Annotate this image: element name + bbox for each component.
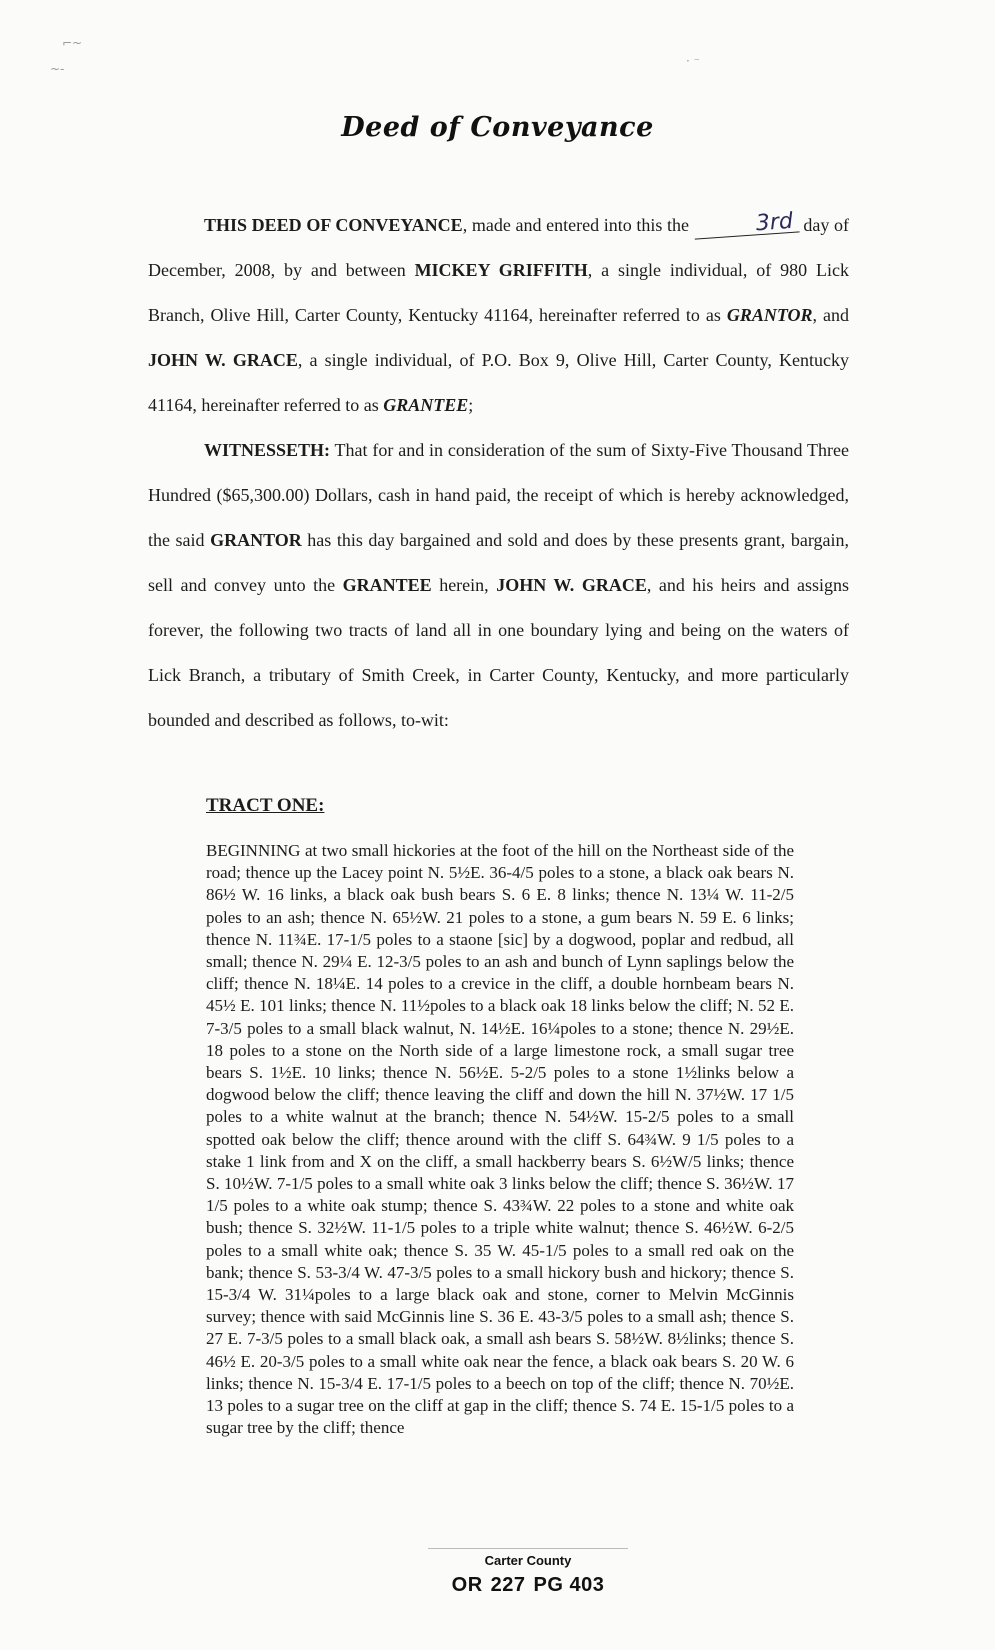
- document-title: Deed of Conveyance: [341, 112, 654, 143]
- stamp-county: Carter County: [484, 1553, 572, 1568]
- tract-one-heading: TRACT ONE:: [206, 795, 325, 816]
- scan-mark: ~-: [50, 62, 65, 76]
- recording-stamp: [425, 1548, 631, 1597]
- stamp-book-prefix: OR: [451, 1574, 483, 1596]
- witnesseth-paragraph: WITNESSETH: That for and in consideration of the sum of Sixty-Five Thousand Three Hundred ($65,300.00) Dollars, cash in hand paid, the receipt of which is hereby acknowledged, the said GRANTOR has this day bargained and sold and does by these presents grant, bargain, sell and convey unto the GRANTEE herein, JOHN W. GRACE, and his heirs and assigns forever, the following two tracts of land all in one boundary lying and being on the waters of Lick Branch, a tributary of Smith Creek, in Carter County, Kentucky, and more particularly bounded and described as follows, to-wit:: [148, 440, 849, 730]
- opening-paragraph: THIS DEED OF CONVEYANCE, made and entered into this the 3rd day of December, 2008, by and between MICKEY GRIFFITH, a single individual, of 980 Lick Branch, Olive Hill, Carter County, Kentucky 41164, hereinafter referred to as GRANTOR, and JOHN W. GRACE, a single individual, of P.O. Box 9, Olive Hill, Carter County, Kentucky 41164, hereinafter referred to as GRANTEE;: [148, 208, 850, 415]
- witnesseth-lead: WITNESSETH:: [204, 440, 331, 460]
- deed-lead: THIS DEED OF CONVEYANCE: [204, 215, 463, 235]
- handwritten-day: 3rd: [693, 211, 799, 239]
- grantee-name: JOHN W. GRACE: [148, 350, 298, 370]
- stamp-divider: [428, 1548, 628, 1549]
- deed-body: [148, 203, 849, 743]
- tract-one-description: BEGINNING at two small hickories at the foot of the hill on the Northeast side of the road; thence up the Lacey point N. 5½E. 36-4/5 poles to a stone, a black oak bears N. 86½ W. 16 links, a black oak bush bears S. 6 E. 8 links; thence N. 13¼ W. 11-2/5 poles to an ash; thence N. 65½W. 21 poles to a stone, a gum bears N. 59 E. 6 links; thence N. 11¾E. 17-1/5 poles to a staone [sic] by a dogwood, poplar and redbud, all small; thence N. 29¼ E. 12-3/5 poles to an ash and bunch of Lynn saplings below the cliff; thence N. 18¼E. 14 poles to a crevice in the cliff, a double hornbeam bears N. 45½ E. 101 links; thence N. 11½poles to a black oak 18 links below the cliff; N. 52 E. 7-3/5 poles to a small black walnut, N. 14½E. 16¼poles to a stone; thence N. 29½E. 18 poles to a stone on the North side of a large limestone rock, a small sugar tree bears S. 1½E. 10 links; thence N. 56½E. 5-2/5 poles to a stone 1½links below a dogwood below the cliff; thence leaving the cliff and down the hill N. 37½W. 17 1/5 poles to a white walnut at the branch; thence N. 54½W. 15-2/5 poles to a small spotted oak below the cliff; thence around with the cliff S. 64¾W. 9 1/5 poles to a stake 1 link from and X on the cliff, a small hackberry bears S. 6½W/5 links; thence S. 10½W. 7-1/5 poles to a small white oak 3 links below the cliff; thence S. 36½W. 17 1/5 poles to a white oak stump; thence S. 43¾W. 22 poles to a stone and white oak bush; thence S. 32½W. 11-1/5 poles to a triple white walnut; thence S. 46½W. 6-2/5 poles to a small white oak; thence S. 35 W. 45-1/5 poles to a small red oak on the bank; thence S. 53-3/4 W. 47-3/5 poles to a small hickory bush and hickory; thence S. 15-3/4 W. 31¼poles to a large black oak and stone, corner to Melvin McGinnis survey; thence with said McGinnis line S. 36 E. 43-3/5 poles to a small ash; thence S. 27 E. 7-3/5 poles to a small black oak, a small ash bears S. 58½W. 8½links; thence S. 46½ E. 20-3/5 poles to a small white oak near the fence, a black oak bears S. 20 W. 6 links; thence N. 15-3/4 E. 17-1/5 poles to a beech on top of the cliff; thence N. 70½E. 13 poles to a sugar tree on the cliff at gap in the cliff; thence S. 74 E. 15-1/5 poles to a sugar tree by the cliff; thence: [206, 841, 794, 1438]
- grantor-name: MICKEY GRIFFITH: [414, 260, 588, 280]
- grantee-label: GRANTEE: [383, 395, 469, 415]
- stamp-book-page: [425, 1574, 631, 1597]
- scan-mark: ⌐~: [62, 36, 83, 50]
- stamp-page-number: PG 403: [533, 1574, 605, 1596]
- stamp-book-number: 227: [490, 1574, 526, 1596]
- grantor-label: GRANTOR: [726, 305, 813, 325]
- scan-mark: · ⁻: [686, 54, 700, 68]
